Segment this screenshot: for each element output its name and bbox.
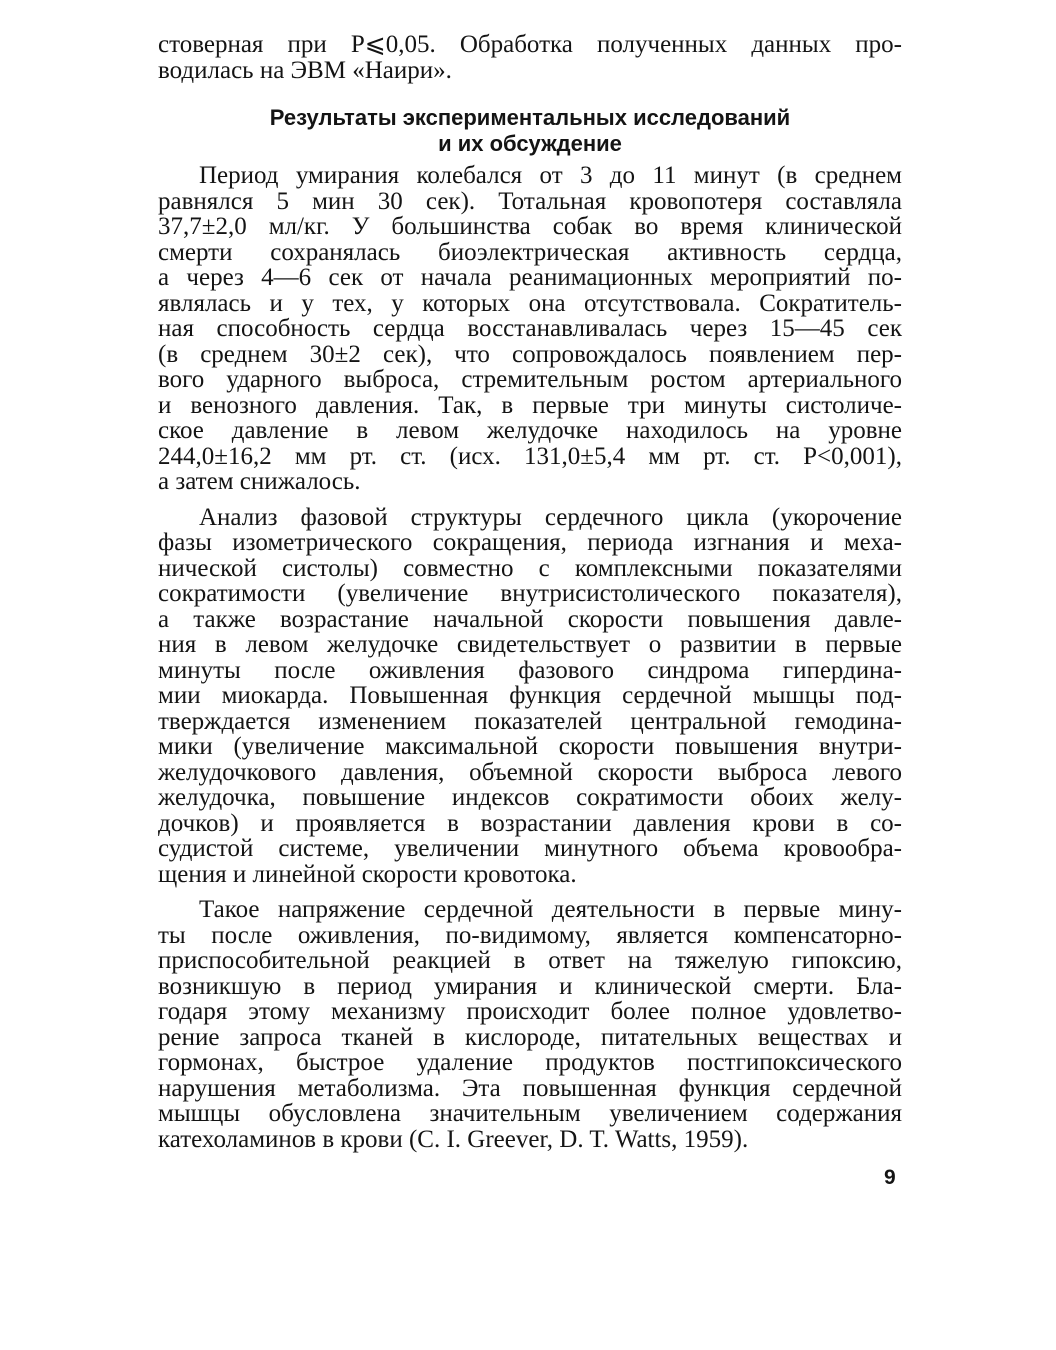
text-line: минуты после оживления фазового синдрома гипердина- — [158, 656, 902, 684]
text-line: дочков) и проявляется в возрастании давления крови в со- — [158, 809, 902, 837]
text-line: Период умирания колебался от 3 до 11 минут (в среднем — [199, 162, 902, 189]
text-line: желудочкового давления, объемной скорости выброса левого — [158, 758, 902, 786]
paragraph-phase-analysis — [158, 505, 902, 888]
text-line: 37,7±2,0 мл/кг. У большинства собак во время клинической — [158, 213, 902, 240]
paragraph-dying-period — [158, 163, 902, 495]
text-line: и венозного давления. Так, в первые три минуты систоличе- — [158, 391, 902, 419]
text-line: мики (увеличение максимальной скорости повышения внутри- — [158, 733, 902, 760]
text-line: ная способность сердца восстанавливалась через 15—45 сек — [158, 315, 902, 342]
text-line: возникшую в период умирания и клинической смерти. Бла- — [158, 972, 902, 1000]
text-line: ния в левом желудочке свидетельствует о развитии в первые — [158, 631, 902, 658]
text-line: мышцы обусловлена значительным увеличением содержания — [158, 1100, 902, 1127]
text-line: являлась и у тех, у которых она отсутствовала. Сократитель- — [158, 289, 902, 317]
text-line: желудочка, повышение индексов сократимости обоих желу- — [158, 784, 902, 811]
page-body — [158, 32, 902, 1152]
text-line: годаря этому механизму происходит более полное удовлетво- — [158, 998, 902, 1025]
page-number: 9 — [884, 1166, 896, 1189]
text-line: а затем снижалось. — [158, 468, 361, 495]
text-line: щения и линейной скорости кровотока. — [158, 860, 577, 888]
heading-line: и их обсуждение — [438, 131, 622, 156]
text-line: а также возрастание начальной скорости повышения давле- — [158, 605, 902, 633]
text-line: приспособительной реакцией в ответ на тяжелую гипоксию, — [158, 947, 902, 974]
text-line: Такое напряжение сердечной деятельности в первые мину- — [199, 896, 902, 923]
text-line: а через 4—6 сек от начала реанимационных мероприятий по- — [158, 264, 902, 291]
text-line: судистой системе, увеличении минутного объема кровообра- — [158, 835, 902, 862]
text-line: (в среднем 30±2 сек), что сопровождалось появлением пер- — [158, 340, 902, 368]
section-heading — [158, 105, 902, 157]
paragraph-compensatory-reaction — [158, 897, 902, 1152]
text-line: ты после оживления, по-видимому, является компенсаторно- — [158, 921, 902, 949]
text-line: ское давление в левом желудочке находилось на уровне — [158, 417, 902, 444]
continuation-paragraph — [158, 32, 902, 83]
text-line: нической систолы) совместно с комплексными показателями — [158, 554, 902, 582]
text-line: стоверная при P⩽0,05. Обработка полученных данных про- — [158, 31, 902, 58]
text-line: гормонах, быстрое удаление продуктов постгипоксического — [158, 1049, 902, 1076]
text-line: Анализ фазовой структуры сердечного цикла (укорочение — [199, 503, 902, 531]
text-line: рение запроса тканей в кислороде, питательных веществах и — [158, 1023, 902, 1051]
text-line: катехоламинов в крови (C. I. Greever, D. T. Watts, 1959). — [158, 1125, 749, 1153]
text-line: 244,0±16,2 мм рт. ст. (исх. 131,0±5,4 мм рт. ст. P<0,001), — [158, 442, 902, 470]
text-line: фазы изометрического сокращения, периода изгнания и меха- — [158, 529, 902, 556]
text-line: водилась на ЭВМ «Наири». — [158, 56, 452, 84]
text-line: равнялся 5 мин 30 сек). Тотальная кровопотеря составляла — [158, 187, 902, 215]
heading-line: Результаты экспериментальных исследований — [269, 105, 791, 130]
text-line: нарушения метаболизма. Эта повышенная функция сердечной — [158, 1074, 902, 1102]
text-line: мии миокарда. Повышенная функция сердечной мышцы под- — [158, 682, 902, 709]
text-line: тверждается изменением показателей центральной гемодина- — [158, 707, 902, 735]
text-line: сократимости (увеличение внутрисистолического показателя), — [158, 580, 902, 607]
text-line: смерти сохранялась биоэлектрическая активность сердца, — [158, 238, 902, 266]
text-line: вого ударного выброса, стремительным ростом артериального — [158, 366, 902, 393]
